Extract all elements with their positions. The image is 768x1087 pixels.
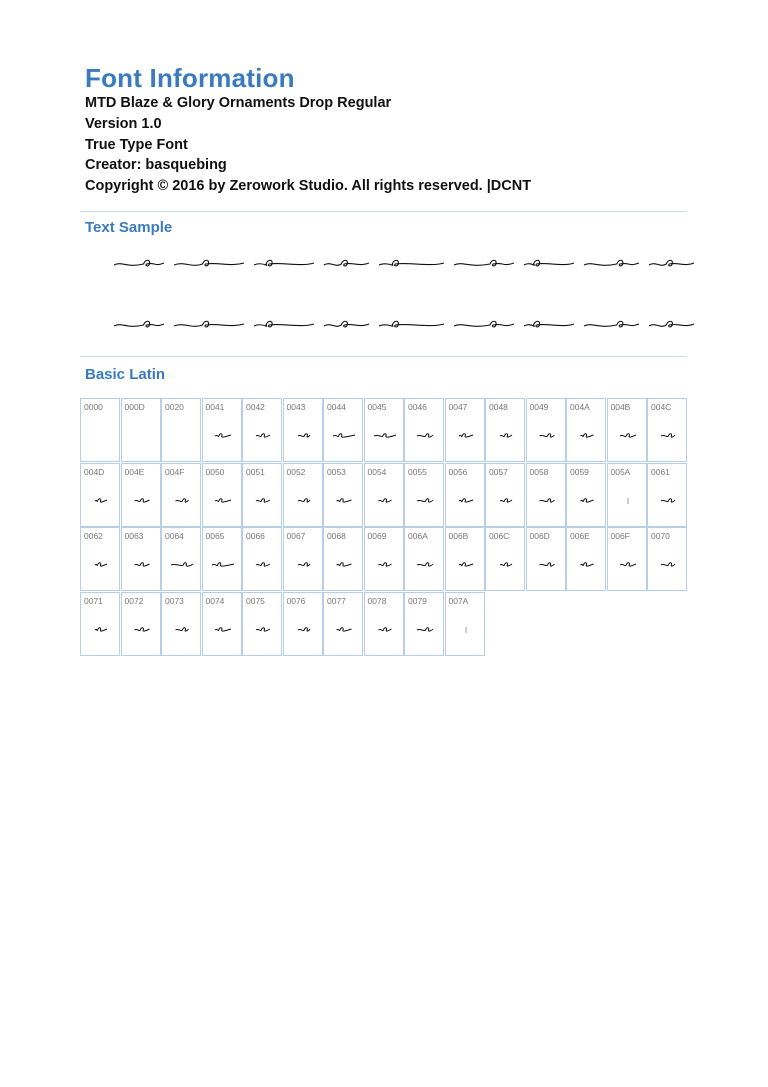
glyph-code-label: 0057 (489, 466, 508, 477)
glyph-code-label: 007A (448, 595, 469, 606)
ornament-glyph-icon (652, 494, 684, 508)
ornament-glyph-icon (531, 558, 563, 572)
glyph-code-label: 004B (610, 402, 631, 412)
ornament-glyph-icon (247, 623, 279, 637)
ornament-glyph-icon (328, 429, 360, 443)
glyph-code-label: 0053 (327, 466, 346, 477)
text-sample-row-1 (114, 252, 694, 276)
ornament-glyph-icon (490, 494, 522, 508)
glyph-code-label: 0049 (529, 402, 549, 412)
ornament-glyph-icon (126, 494, 158, 508)
ornament-glyph-icon (288, 429, 320, 443)
glyph-code-label: 0000 (84, 402, 103, 412)
ornament-glyph-icon (612, 429, 644, 443)
glyph-cell (283, 463, 323, 527)
glyph-code-label: 0042 (246, 402, 265, 412)
glyph-code-label: 0062 (84, 531, 103, 541)
glyph-cell (364, 592, 404, 656)
glyph-cell (80, 463, 120, 527)
glyph-cell (121, 592, 161, 656)
ornament-glyph-icon (328, 494, 360, 508)
ornament-glyph (114, 321, 164, 327)
ornament-glyph-icon (247, 558, 279, 572)
glyph-cell (80, 398, 120, 462)
glyph-cell (80, 592, 120, 656)
ornament-glyph-icon (369, 429, 401, 443)
ornament-glyph-icon (450, 558, 482, 572)
glyph-code-label: 0044 (327, 402, 346, 412)
ornament-glyph-icon (409, 494, 441, 508)
ornament-glyph-icon (409, 623, 441, 637)
glyph-code-label: 0063 (124, 531, 144, 541)
glyph-cell (566, 463, 606, 527)
ornament-glyph (254, 260, 314, 266)
glyph-code-label: 006E (570, 531, 590, 541)
glyph-cell (566, 527, 606, 591)
glyph-code-label: 0056 (448, 466, 468, 477)
ornament-glyph (584, 321, 639, 327)
ornament-glyph-icon (450, 429, 482, 443)
glyph-cell (202, 463, 242, 527)
glyph-cell (202, 398, 242, 462)
ornament-glyph (379, 321, 444, 327)
glyph-cell (121, 463, 161, 527)
glyph-cell (323, 527, 363, 591)
ornament-glyph (254, 321, 314, 327)
ornament-glyph-icon (652, 429, 684, 443)
ornament-glyph-icon (85, 558, 117, 572)
glyph-cell (404, 398, 444, 462)
glyph-cell (607, 398, 647, 462)
glyph-cell (647, 463, 687, 527)
ornament-glyph (649, 260, 694, 266)
glyph-cell (242, 398, 282, 462)
glyph-code-label: 0071 (84, 595, 103, 606)
glyph-code-label: 006D (529, 531, 550, 541)
ornament-glyph (454, 260, 514, 266)
glyph-cell (566, 398, 606, 462)
basic-latin-heading: Basic Latin (85, 366, 166, 383)
glyph-cell (242, 527, 282, 591)
glyph-code-label: 004F (165, 466, 185, 477)
glyph-cell (364, 527, 404, 591)
glyph-code-label: 0061 (651, 466, 670, 477)
glyph-cell (364, 398, 404, 462)
ornament-glyph-icon (207, 558, 239, 572)
ornament-glyph (114, 260, 164, 266)
glyph-code-label: 0066 (246, 531, 265, 541)
font-creator: Creator: basquebing (85, 157, 227, 173)
ornament-glyph-icon (369, 494, 401, 508)
glyph-cell (161, 592, 201, 656)
glyph-code-label: 004C (651, 402, 672, 412)
section-divider (80, 211, 687, 212)
glyph-cell (161, 398, 201, 462)
glyph-code-label: 0068 (327, 531, 346, 541)
glyph-code-label: 004E (124, 466, 145, 477)
text-sample-row-2 (114, 313, 694, 337)
glyph-code-label: 0052 (286, 466, 306, 477)
glyph-code-label: 006C (489, 531, 510, 541)
glyph-code-label: 0072 (124, 595, 144, 606)
ornament-glyph (379, 260, 444, 266)
glyph-cell (647, 527, 687, 591)
ornament-glyph (649, 321, 694, 327)
glyph-cell (526, 463, 566, 527)
ornament-glyph-icon (126, 623, 158, 637)
ornament-glyph (584, 260, 639, 266)
glyph-code-label: 0077 (327, 595, 346, 606)
glyph-code-label: 0064 (165, 531, 184, 541)
ornament-glyph-icon (288, 558, 320, 572)
ornament-glyph-icon (126, 558, 158, 572)
glyph-code-label: 0043 (286, 402, 306, 412)
ornament-glyph-icon (571, 429, 603, 443)
glyph-cell (323, 463, 363, 527)
ornament-glyph-icon (612, 494, 644, 508)
ornament-glyph-icon (85, 623, 117, 637)
ornament-glyph-icon (409, 429, 441, 443)
ornament-glyph-icon (531, 429, 563, 443)
section-divider (80, 356, 687, 357)
glyph-cell (526, 398, 566, 462)
ornament-glyph-icon (652, 558, 684, 572)
glyph-code-label: 0065 (205, 531, 225, 541)
glyph-cell (485, 398, 525, 462)
glyph-code-label: 0020 (165, 402, 184, 412)
glyph-code-label: 0045 (367, 402, 387, 412)
glyph-code-label: 0075 (246, 595, 265, 606)
glyph-code-label: 006A (408, 531, 428, 541)
glyph-cell (445, 463, 485, 527)
glyph-cell (80, 527, 120, 591)
glyph-cell (445, 527, 485, 591)
ornament-glyph (324, 321, 369, 327)
glyph-code-label: 004D (84, 466, 105, 477)
font-type: True Type Font (85, 137, 188, 153)
glyph-code-label: 0069 (367, 531, 387, 541)
glyph-cell (242, 592, 282, 656)
glyph-cell (242, 463, 282, 527)
ornament-glyph-icon (612, 558, 644, 572)
ornament-glyph (174, 321, 244, 327)
glyph-cell (404, 463, 444, 527)
ornament-glyph-icon (490, 429, 522, 443)
font-version: Version 1.0 (85, 116, 162, 132)
glyph-cell (202, 527, 242, 591)
glyph-cell (445, 398, 485, 462)
glyph-code-label: 0051 (246, 466, 265, 477)
ornament-glyph-icon (247, 494, 279, 508)
ornament-glyph-icon (531, 494, 563, 508)
glyph-cell (202, 592, 242, 656)
ornament-glyph-icon (247, 429, 279, 443)
glyph-code-label: 0055 (408, 466, 427, 477)
glyph-code-label: 005A (610, 466, 631, 477)
glyph-cell (121, 398, 161, 462)
glyph-cell (121, 527, 161, 591)
glyph-code-label: 0074 (205, 595, 225, 606)
glyph-cell (323, 398, 363, 462)
glyph-code-label: 000D (124, 402, 145, 412)
glyph-code-label: 0050 (205, 466, 225, 477)
glyph-cell (323, 592, 363, 656)
glyph-code-label: 0078 (367, 595, 387, 606)
ornament-glyph-icon (571, 558, 603, 572)
ornament-strip-1 (114, 252, 694, 276)
ornament-glyph (324, 260, 369, 266)
glyph-cell (647, 398, 687, 462)
ornament-glyph-icon (369, 558, 401, 572)
text-sample-heading: Text Sample (85, 219, 173, 236)
ornament-glyph-icon (166, 623, 198, 637)
glyph-cell (485, 527, 525, 591)
glyph-cell (445, 592, 485, 656)
glyph-cell (526, 527, 566, 591)
ornament-glyph-icon (288, 494, 320, 508)
glyph-code-label: 004A (570, 402, 590, 412)
glyph-code-label: 0067 (286, 531, 306, 541)
glyph-code-label: 0054 (367, 466, 387, 477)
glyph-cell (161, 527, 201, 591)
ornament-glyph-icon (328, 558, 360, 572)
glyph-cell (404, 527, 444, 591)
glyph-cell (283, 592, 323, 656)
page-title: Font Information (85, 63, 295, 93)
ornament-glyph-icon (207, 494, 239, 508)
glyph-code-label: 0047 (448, 402, 468, 412)
glyph-code-label: 006B (448, 531, 469, 541)
ornament-glyph-icon (409, 558, 441, 572)
ornament-glyph-icon (85, 494, 117, 508)
ornament-glyph-icon (288, 623, 320, 637)
glyph-cell (607, 463, 647, 527)
glyph-code-label: 0048 (489, 402, 508, 412)
ornament-glyph-icon (571, 494, 603, 508)
glyph-cell (404, 592, 444, 656)
glyph-code-label: 0079 (408, 595, 427, 606)
glyph-cell (485, 463, 525, 527)
ornament-glyph-icon (328, 623, 360, 637)
glyph-code-label: 0046 (408, 402, 427, 412)
glyph-code-label: 0059 (570, 466, 589, 477)
ornament-glyph (174, 260, 244, 266)
glyph-code-label: 006F (610, 531, 630, 541)
ornament-glyph-icon (369, 623, 401, 637)
ornament-glyph (524, 321, 574, 327)
glyph-cell (283, 398, 323, 462)
ornament-glyph-icon (166, 558, 198, 572)
glyph-cell (364, 463, 404, 527)
ornament-strip-2 (114, 313, 694, 337)
glyph-cell (161, 463, 201, 527)
font-name: MTD Blaze & Glory Ornaments Drop Regular (85, 95, 392, 111)
ornament-glyph (524, 260, 574, 266)
ornament-glyph-icon (207, 623, 239, 637)
glyph-cell (283, 527, 323, 591)
glyph-cell (607, 527, 647, 591)
ornament-glyph-icon (450, 494, 482, 508)
glyph-code-label: 0070 (651, 531, 670, 541)
ornament-glyph-icon (490, 558, 522, 572)
glyph-code-label: 0041 (205, 402, 225, 412)
glyph-code-label: 0058 (529, 466, 549, 477)
ornament-glyph-icon (450, 623, 482, 637)
glyph-code-label: 0073 (165, 595, 184, 606)
font-copyright: Copyright © 2016 by Zerowork Studio. All rights reserved. |DCNT (85, 178, 532, 194)
ornament-glyph (454, 321, 514, 327)
ornament-glyph-icon (166, 494, 198, 508)
ornament-glyph-icon (207, 429, 239, 443)
glyph-code-label: 0076 (286, 595, 306, 606)
